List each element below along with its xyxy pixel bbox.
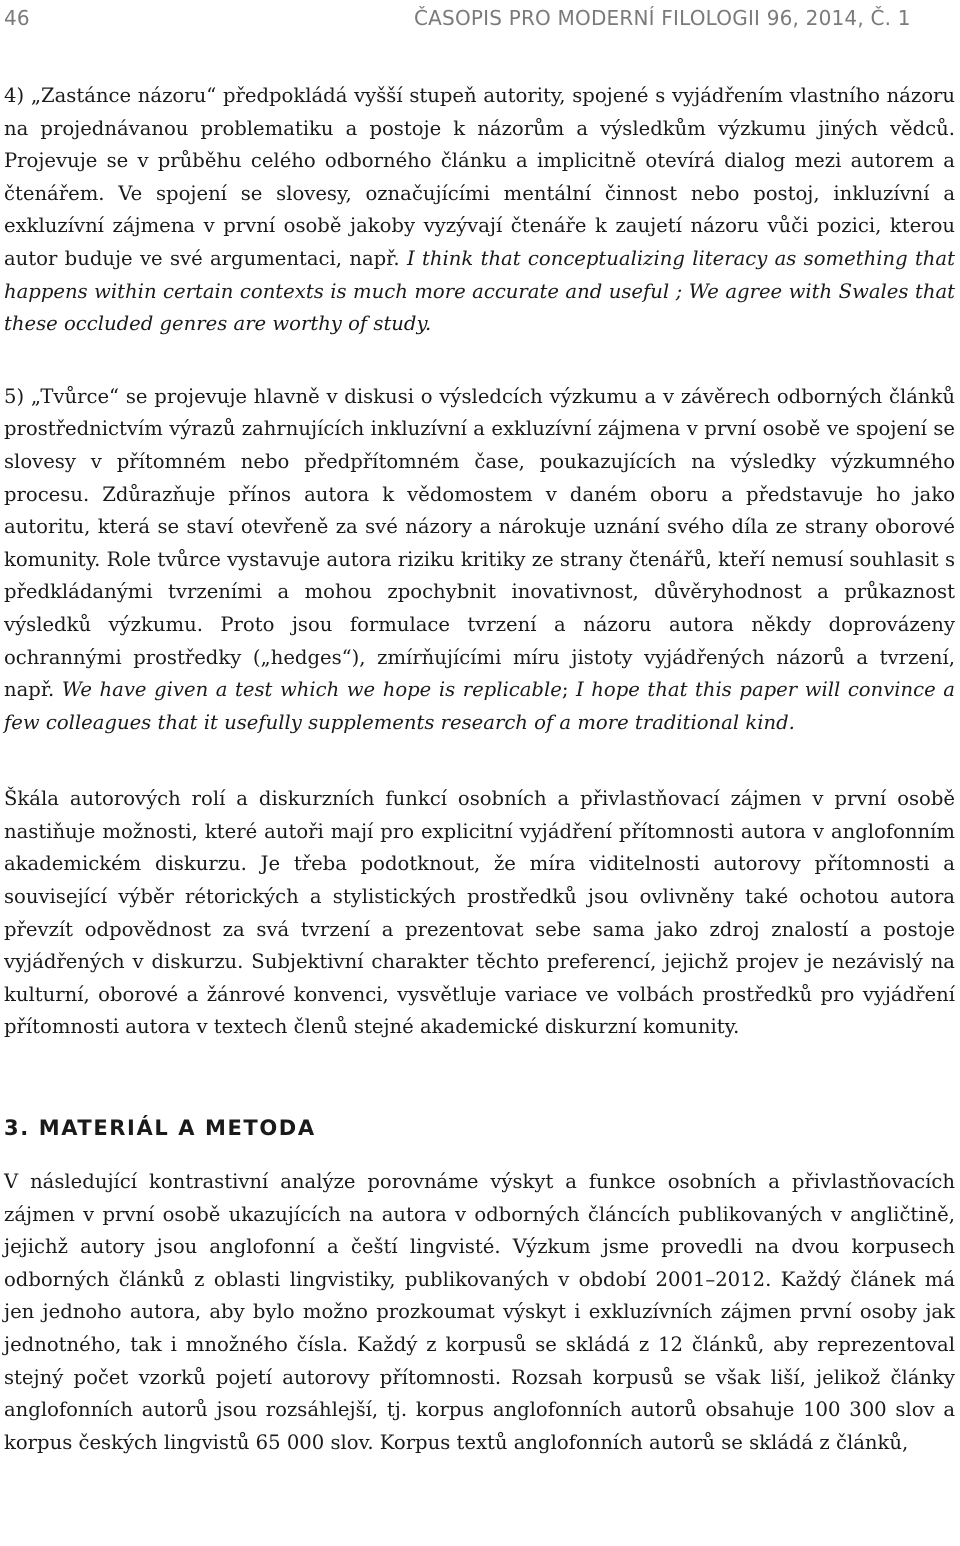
example-quote: I hope that this paper will convince a few colleagues that it usefully supplements research of a more traditional kind. (4, 678, 955, 734)
example-quote: I think that conceptualizing literacy as something that happens within certain contexts is much more accurate and useful ; We agree with Swales that these occluded genres are worthy of study. (4, 246, 955, 336)
paragraph-role-opinion-holder (4, 80, 955, 341)
paragraph-section-body: V následující kontrastivní analýze porovnáme výskyt a funkce osobních a přivlastňovacích zájmen v první osobě ukazujících na autora v odborných článcích publikovaných v angličtině, jejichž autory jsou anglofonní a čeští lingvisté. Výzkum jsme provedli na dvou korpusech odborných článků z oblasti lingvistiky, publikovaných v období 2001–2012. Každý článek má jen jednoho autora, aby bylo možno prozkoumat výskyt i exkluzívních zájmen první osoby jak jednotného, tak i množného čísla. Každý z korpusů se skládá z 12 článků, aby reprezentoval stejný počet vzorků pojetí autorovy přítomnosti. Rozsah korpusů se však liší, jelikož články anglofonních autorů jsou rozsáhlejší, tj. korpus anglofonních autorů obsahuje 100 300 slov a korpus českých lingvistů 65 000 slov. Korpus textů anglofonních autorů se skládá z článků, (4, 1170, 955, 1454)
paragraph-summary: Škála autorových rolí a diskurzních funkcí osobních a přivlastňovací zájmen v první osobě nastiňuje možnosti, které autoři mají pro explicitní vyjádření přítomnosti autora v anglofonním akademickém diskurzu. Je třeba podotknout, že míra viditelnosti autorovy přítomnosti a související výběr rétorických a stylistických prostředků jsou ovlivněny také ochotou autora převzít odpovědnost za svá tvrzení a prezentovat sebe sama jako zdroj znalostí a postoje vyjádřených v diskurzu. Subjektivní charakter těchto preferencí, jejichž projev je nezávislý na kulturní, oborové a žánrové konvenci, vysvětluje variace ve volbách prostředků pro vyjádření přítomnosti autora v textech členů stejné akademické diskurzní komunity. (4, 787, 955, 1039)
article-body (4, 80, 955, 1459)
paragraph-text: 5) „Tvůrce“ se projevuje hlavně v diskusi o výsledcích výzkumu a v závěrech odborných článků prostřednictvím výrazů zahrnujících inkluzívní a exkluzívní zájmena v první osobě ve spojení se slovesy v přítomném nebo předpřítomném čase, poukazujících na výsledky výzkumného procesu. Zdůrazňuje přínos autora k vědomostem v daném oboru a představuje ho jako autoritu, která se staví otevřeně za své názory a nárokuje uznání svého díla ze strany oborové komunity. Role tvůrce vystavuje autora riziku kritiky ze strany čtenářů, kteří nemusí souhlasit s předkládanými tvrzeními a mohou zpochybnit inovativnost, důvěryhodnost a průkaznost výsledků výzkumu. Proto jsou formulace tvrzení a názoru autora někdy doprovázeny ochrannými prostředky („hedges“), zmírňujícími míru jistoty vyjádřených názorů a tvrzení, např. (4, 384, 955, 702)
paragraph-text: 4) „Zastánce názoru“ předpokládá vyšší stupeň autority, spojené s vyjádřením vlastního názoru na projednávanou problematiku a postoje k názorům a výsledkům výzkumu jiných vědců. Projevuje se v průběhu celého odborného článku a implicitně otevírá dialog mezi autorem a čtenářem. Ve spojení se slovesy, označujícími mentální činnost nebo postoj, inkluzívní a exkluzívní zájmena v první osobě jakoby vyzývají čtenáře k zaujetí názoru vůči pozici, kterou autor buduje ve své argumentaci, např. (4, 84, 955, 270)
page-header (4, 4, 954, 38)
paragraph-role-originator (4, 381, 955, 740)
section-heading: 3. MATERIÁL A METODA (4, 1116, 316, 1141)
example-quote: We have given a test which we hope is replicable (61, 678, 562, 702)
example-separator: ; (561, 678, 576, 702)
page-number: 46 (4, 6, 30, 30)
running-head: ČASOPIS PRO MODERNÍ FILOLOGII 96, 2014, Č. 1 (414, 6, 911, 30)
